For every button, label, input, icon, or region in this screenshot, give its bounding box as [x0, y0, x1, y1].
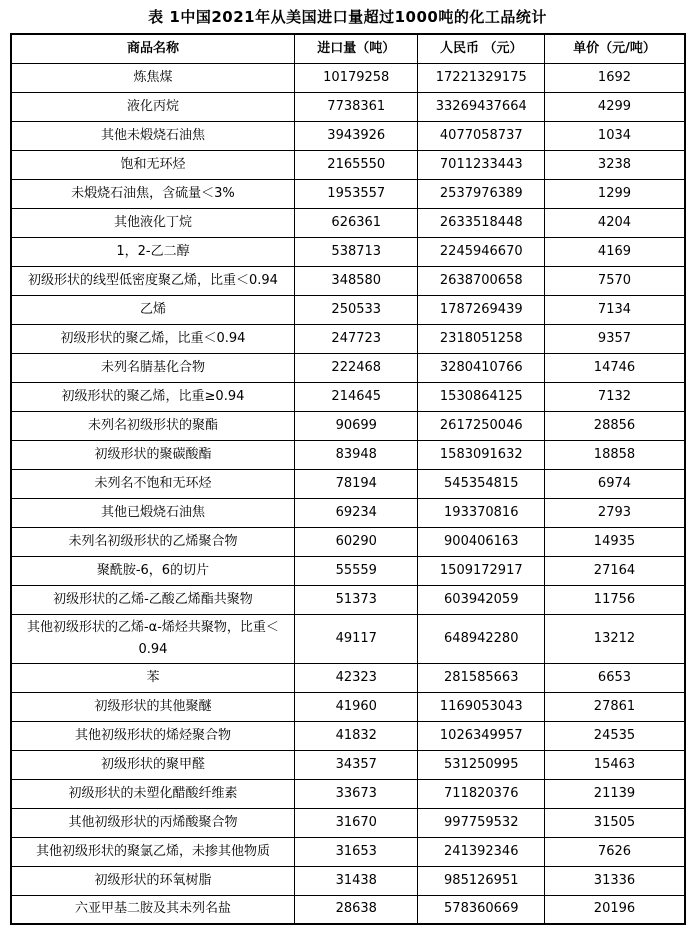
rmb-value-cell: 33269437664 — [418, 92, 545, 121]
product-name-cell: 乙烯 — [11, 295, 295, 324]
product-name-cell: 聚酰胺-6，6的切片 — [11, 556, 295, 585]
unit-price-cell: 13212 — [545, 614, 685, 663]
unit-price-cell: 28856 — [545, 411, 685, 440]
unit-price-cell: 4204 — [545, 208, 685, 237]
table-row — [11, 208, 685, 237]
import-volume-cell: 247723 — [295, 324, 418, 353]
rmb-value-cell: 603942059 — [418, 585, 545, 614]
rmb-value-cell: 1509172917 — [418, 556, 545, 585]
import-volume-cell: 31670 — [295, 808, 418, 837]
import-volume-cell: 55559 — [295, 556, 418, 585]
table-row — [11, 527, 685, 556]
table-row — [11, 440, 685, 469]
rmb-value-cell: 193370816 — [418, 498, 545, 527]
rmb-value-cell: 1530864125 — [418, 382, 545, 411]
table-row — [11, 498, 685, 527]
product-name-cell: 炼焦煤 — [11, 63, 295, 92]
product-name-cell: 初级形状的聚乙烯，比重＜0.94 — [11, 324, 295, 353]
table-row — [11, 295, 685, 324]
import-volume-cell: 28638 — [295, 895, 418, 924]
unit-price-cell: 7132 — [545, 382, 685, 411]
rmb-value-cell: 2638700658 — [418, 266, 545, 295]
import-volume-cell: 348580 — [295, 266, 418, 295]
product-name-cell: 初级形状的聚乙烯，比重≥0.94 — [11, 382, 295, 411]
product-name-cell: 其他未煅烧石油焦 — [11, 121, 295, 150]
table-row — [11, 382, 685, 411]
product-name-cell: 初级形状的聚碳酸酯 — [11, 440, 295, 469]
table-title: 表 1中国2021年从美国进口量超过1000吨的化工品统计 — [148, 8, 547, 26]
import-volume-cell: 2165550 — [295, 150, 418, 179]
rmb-value-cell: 2537976389 — [418, 179, 545, 208]
table-row — [11, 692, 685, 721]
rmb-value-cell: 4077058737 — [418, 121, 545, 150]
import-volume-cell: 41832 — [295, 721, 418, 750]
col-header-unit-price: 单价（元/吨） — [545, 34, 685, 63]
unit-price-cell: 14935 — [545, 527, 685, 556]
header-row — [11, 34, 685, 63]
product-name-cell: 其他已煅烧石油焦 — [11, 498, 295, 527]
import-volume-cell: 31438 — [295, 866, 418, 895]
import-volume-cell: 49117 — [295, 614, 418, 663]
unit-price-cell: 14746 — [545, 353, 685, 382]
product-name-cell: 饱和无环烃 — [11, 150, 295, 179]
table-row — [11, 150, 685, 179]
import-volume-cell: 7738361 — [295, 92, 418, 121]
unit-price-cell: 1034 — [545, 121, 685, 150]
rmb-value-cell: 578360669 — [418, 895, 545, 924]
product-name-cell: 初级形状的乙烯-乙酸乙烯酯共聚物 — [11, 585, 295, 614]
unit-price-cell: 31336 — [545, 866, 685, 895]
unit-price-cell: 11756 — [545, 585, 685, 614]
table-row — [11, 721, 685, 750]
col-header-rmb-value: 人民币 （元） — [418, 34, 545, 63]
unit-price-cell: 20196 — [545, 895, 685, 924]
rmb-value-cell: 711820376 — [418, 779, 545, 808]
rmb-value-cell: 545354815 — [418, 469, 545, 498]
unit-price-cell: 3238 — [545, 150, 685, 179]
unit-price-cell: 4299 — [545, 92, 685, 121]
product-name-cell: 未列名不饱和无环烃 — [11, 469, 295, 498]
product-name-cell: 初级形状的其他聚醚 — [11, 692, 295, 721]
import-volume-cell: 34357 — [295, 750, 418, 779]
table-row — [11, 663, 685, 692]
rmb-value-cell: 241392346 — [418, 837, 545, 866]
import-volume-cell: 1953557 — [295, 179, 418, 208]
rmb-value-cell: 1583091632 — [418, 440, 545, 469]
import-volume-cell: 214645 — [295, 382, 418, 411]
unit-price-cell: 6653 — [545, 663, 685, 692]
rmb-value-cell: 900406163 — [418, 527, 545, 556]
import-volume-cell: 69234 — [295, 498, 418, 527]
import-volume-cell: 33673 — [295, 779, 418, 808]
rmb-value-cell: 281585663 — [418, 663, 545, 692]
import-volume-cell: 51373 — [295, 585, 418, 614]
product-name-cell: 其他初级形状的乙烯-α-烯烃共聚物，比重＜0.94 — [11, 614, 295, 663]
product-name-cell: 初级形状的线型低密度聚乙烯，比重＜0.94 — [11, 266, 295, 295]
table-row — [11, 585, 685, 614]
rmb-value-cell: 2245946670 — [418, 237, 545, 266]
table-header — [11, 34, 685, 63]
unit-price-cell: 15463 — [545, 750, 685, 779]
rmb-value-cell: 2633518448 — [418, 208, 545, 237]
product-name-cell: 液化丙烷 — [11, 92, 295, 121]
unit-price-cell: 27164 — [545, 556, 685, 585]
table-row — [11, 63, 685, 92]
unit-price-cell: 7570 — [545, 266, 685, 295]
unit-price-cell: 7134 — [545, 295, 685, 324]
table-row — [11, 469, 685, 498]
product-name-cell: 其他初级形状的烯烃聚合物 — [11, 721, 295, 750]
product-name-cell: 未煅烧石油焦，含硫量＜3% — [11, 179, 295, 208]
product-name-cell: 其他初级形状的丙烯酸聚合物 — [11, 808, 295, 837]
table-row — [11, 92, 685, 121]
import-volume-cell: 250533 — [295, 295, 418, 324]
import-volume-cell: 78194 — [295, 469, 418, 498]
rmb-value-cell: 648942280 — [418, 614, 545, 663]
unit-price-cell: 18858 — [545, 440, 685, 469]
unit-price-cell: 1299 — [545, 179, 685, 208]
product-name-cell: 初级形状的未塑化醋酸纤维素 — [11, 779, 295, 808]
import-statistics-table — [10, 33, 686, 925]
unit-price-cell: 27861 — [545, 692, 685, 721]
table-row — [11, 614, 685, 663]
table-body — [11, 63, 685, 924]
unit-price-cell: 1692 — [545, 63, 685, 92]
import-volume-cell: 3943926 — [295, 121, 418, 150]
unit-price-cell: 7626 — [545, 837, 685, 866]
rmb-value-cell: 997759532 — [418, 808, 545, 837]
unit-price-cell: 2793 — [545, 498, 685, 527]
import-volume-cell: 222468 — [295, 353, 418, 382]
table-row — [11, 121, 685, 150]
import-volume-cell: 41960 — [295, 692, 418, 721]
table-row — [11, 353, 685, 382]
table-row — [11, 179, 685, 208]
unit-price-cell: 24535 — [545, 721, 685, 750]
rmb-value-cell: 2617250046 — [418, 411, 545, 440]
table-row — [11, 411, 685, 440]
unit-price-cell: 4169 — [545, 237, 685, 266]
table-row — [11, 895, 685, 924]
rmb-value-cell: 1169053043 — [418, 692, 545, 721]
table-row — [11, 837, 685, 866]
product-name-cell: 1，2-乙二醇 — [11, 237, 295, 266]
unit-price-cell: 31505 — [545, 808, 685, 837]
table-row — [11, 266, 685, 295]
import-volume-cell: 538713 — [295, 237, 418, 266]
unit-price-cell: 9357 — [545, 324, 685, 353]
import-volume-cell: 42323 — [295, 663, 418, 692]
product-name-cell: 未列名初级形状的乙烯聚合物 — [11, 527, 295, 556]
import-volume-cell: 626361 — [295, 208, 418, 237]
rmb-value-cell: 985126951 — [418, 866, 545, 895]
product-name-cell: 未列名腈基化合物 — [11, 353, 295, 382]
product-name-cell: 其他初级形状的聚氯乙烯，未掺其他物质 — [11, 837, 295, 866]
table-row — [11, 556, 685, 585]
table-row — [11, 324, 685, 353]
col-header-product-name: 商品名称 — [11, 34, 295, 63]
table-row — [11, 866, 685, 895]
rmb-value-cell: 2318051258 — [418, 324, 545, 353]
unit-price-cell: 6974 — [545, 469, 685, 498]
product-name-cell: 其他液化丁烷 — [11, 208, 295, 237]
table-row — [11, 237, 685, 266]
import-volume-cell: 83948 — [295, 440, 418, 469]
product-name-cell: 未列名初级形状的聚酯 — [11, 411, 295, 440]
table-row — [11, 808, 685, 837]
table-row — [11, 750, 685, 779]
rmb-value-cell: 1787269439 — [418, 295, 545, 324]
col-header-import-volume: 进口量（吨） — [295, 34, 418, 63]
rmb-value-cell: 17221329175 — [418, 63, 545, 92]
product-name-cell: 苯 — [11, 663, 295, 692]
table-row — [11, 779, 685, 808]
rmb-value-cell: 7011233443 — [418, 150, 545, 179]
rmb-value-cell: 3280410766 — [418, 353, 545, 382]
product-name-cell: 初级形状的聚甲醛 — [11, 750, 295, 779]
import-volume-cell: 90699 — [295, 411, 418, 440]
product-name-cell: 六亚甲基二胺及其未列名盐 — [11, 895, 295, 924]
import-volume-cell: 10179258 — [295, 63, 418, 92]
rmb-value-cell: 531250995 — [418, 750, 545, 779]
import-volume-cell: 31653 — [295, 837, 418, 866]
unit-price-cell: 21139 — [545, 779, 685, 808]
import-volume-cell: 60290 — [295, 527, 418, 556]
rmb-value-cell: 1026349957 — [418, 721, 545, 750]
product-name-cell: 初级形状的环氧树脂 — [11, 866, 295, 895]
